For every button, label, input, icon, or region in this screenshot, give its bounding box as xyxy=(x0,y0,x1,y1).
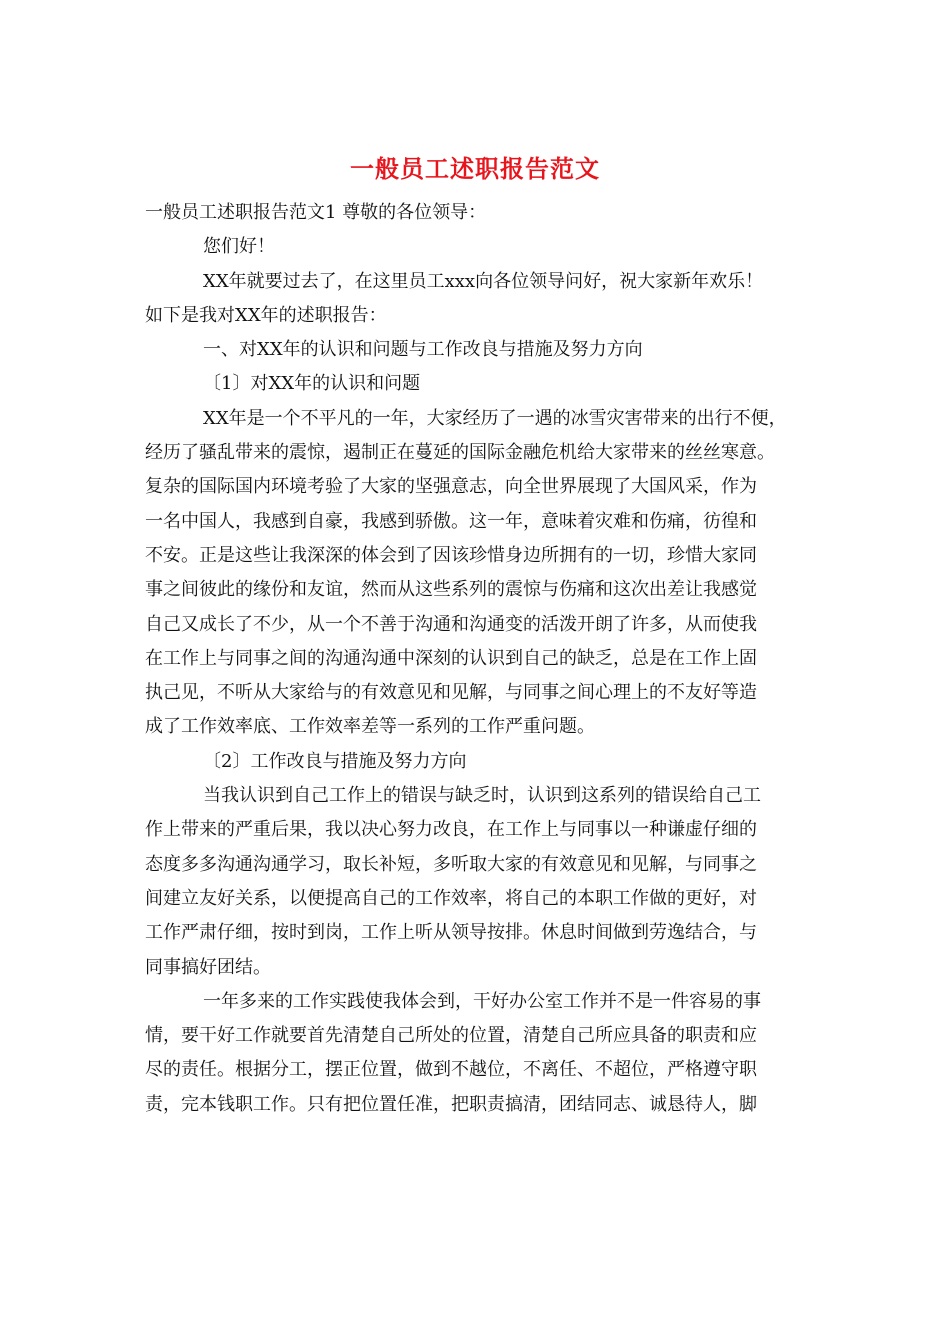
body-line: 自己又成长了不少，从一个不善于沟通和沟通变的活泼开朗了许多，从而使我 xyxy=(145,613,757,635)
body-line: 不安。正是这些让我深深的体会到了因该珍惜身边所拥有的一切，珍惜大家同 xyxy=(145,544,757,566)
body-line: XX年是一个不平凡的一年，大家经历了一遇的冰雪灾害带来的出行不便， xyxy=(203,407,787,429)
document-title: 一般员工述职报告范文 xyxy=(350,154,600,183)
body-line: 〔1〕对XX年的认识和问题 xyxy=(203,373,421,395)
body-line: 一名中国人，我感到自豪，我感到骄傲。这一年，意味着灾难和伤痛，彷徨和 xyxy=(145,510,757,532)
body-line: 一、对XX年的认识和问题与工作改良与措施及努力方向 xyxy=(203,339,643,361)
body-line: 同事搞好团结。 xyxy=(145,956,271,978)
body-line: 〔2〕工作改良与措施及努力方向 xyxy=(203,750,467,772)
body-line: 一般员工述职报告范文1 尊敬的各位领导： xyxy=(145,202,487,223)
body-line: 在工作上与同事之间的沟通沟通中深刻的认识到自己的缺乏，总是在工作上固 xyxy=(145,647,757,669)
body-line: 一年多来的工作实践使我体会到，干好办公室工作并不是一件容易的事 xyxy=(203,990,761,1012)
body-line: 成了工作效率底、工作效率差等一系列的工作严重问题。 xyxy=(145,716,595,738)
body-line: 如下是我对XX年的述职报告： xyxy=(145,304,387,326)
body-line: 执己见，不听从大家给与的有效意见和见解，与同事之间心理上的不友好等造 xyxy=(145,682,757,704)
document-body xyxy=(145,196,805,1122)
body-line: 作上带来的严重后果，我以决心努力改良，在工作上与同事以一种谦虚仔细的 xyxy=(145,819,757,841)
body-line: XX年就要过去了，在这里员工xxx向各位领导问好，祝大家新年欢乐！ xyxy=(203,270,764,292)
body-line: 情，要干好工作就要首先清楚自己所处的位置，清楚自己所应具备的职责和应 xyxy=(145,1025,757,1047)
body-line: 复杂的国际国内环境考验了大家的坚强意志，向全世界展现了大国风采，作为 xyxy=(145,476,757,498)
body-line: 责，完本钱职工作。只有把位置任准，把职责搞清，团结同志、诚恳待人，脚 xyxy=(145,1093,757,1115)
body-line: 您们好！ xyxy=(203,236,275,258)
body-line: 态度多多沟通沟通学习，取长补短，多听取大家的有效意见和见解，与同事之 xyxy=(145,853,757,875)
body-line: 当我认识到自己工作上的错误与缺乏时，认识到这系列的错误给自己工 xyxy=(203,785,761,807)
body-line: 事之间彼此的缘份和友谊，然而从这些系列的震惊与伤痛和这次出差让我感觉 xyxy=(145,579,757,601)
body-line: 间建立友好关系，以便提高自己的工作效率，将自己的本职工作做的更好，对 xyxy=(145,887,757,909)
body-line: 经历了骚乱带来的震惊，遏制正在蔓延的国际金融危机给大家带来的丝丝寒意。 xyxy=(145,442,775,464)
body-line: 尽的责任。根据分工，摆正位置，做到不越位，不离任、不超位，严格遵守职 xyxy=(145,1059,757,1081)
body-line: 工作严肃仔细，按时到岗，工作上听从领导按排。休息时间做到劳逸结合，与 xyxy=(145,922,757,944)
